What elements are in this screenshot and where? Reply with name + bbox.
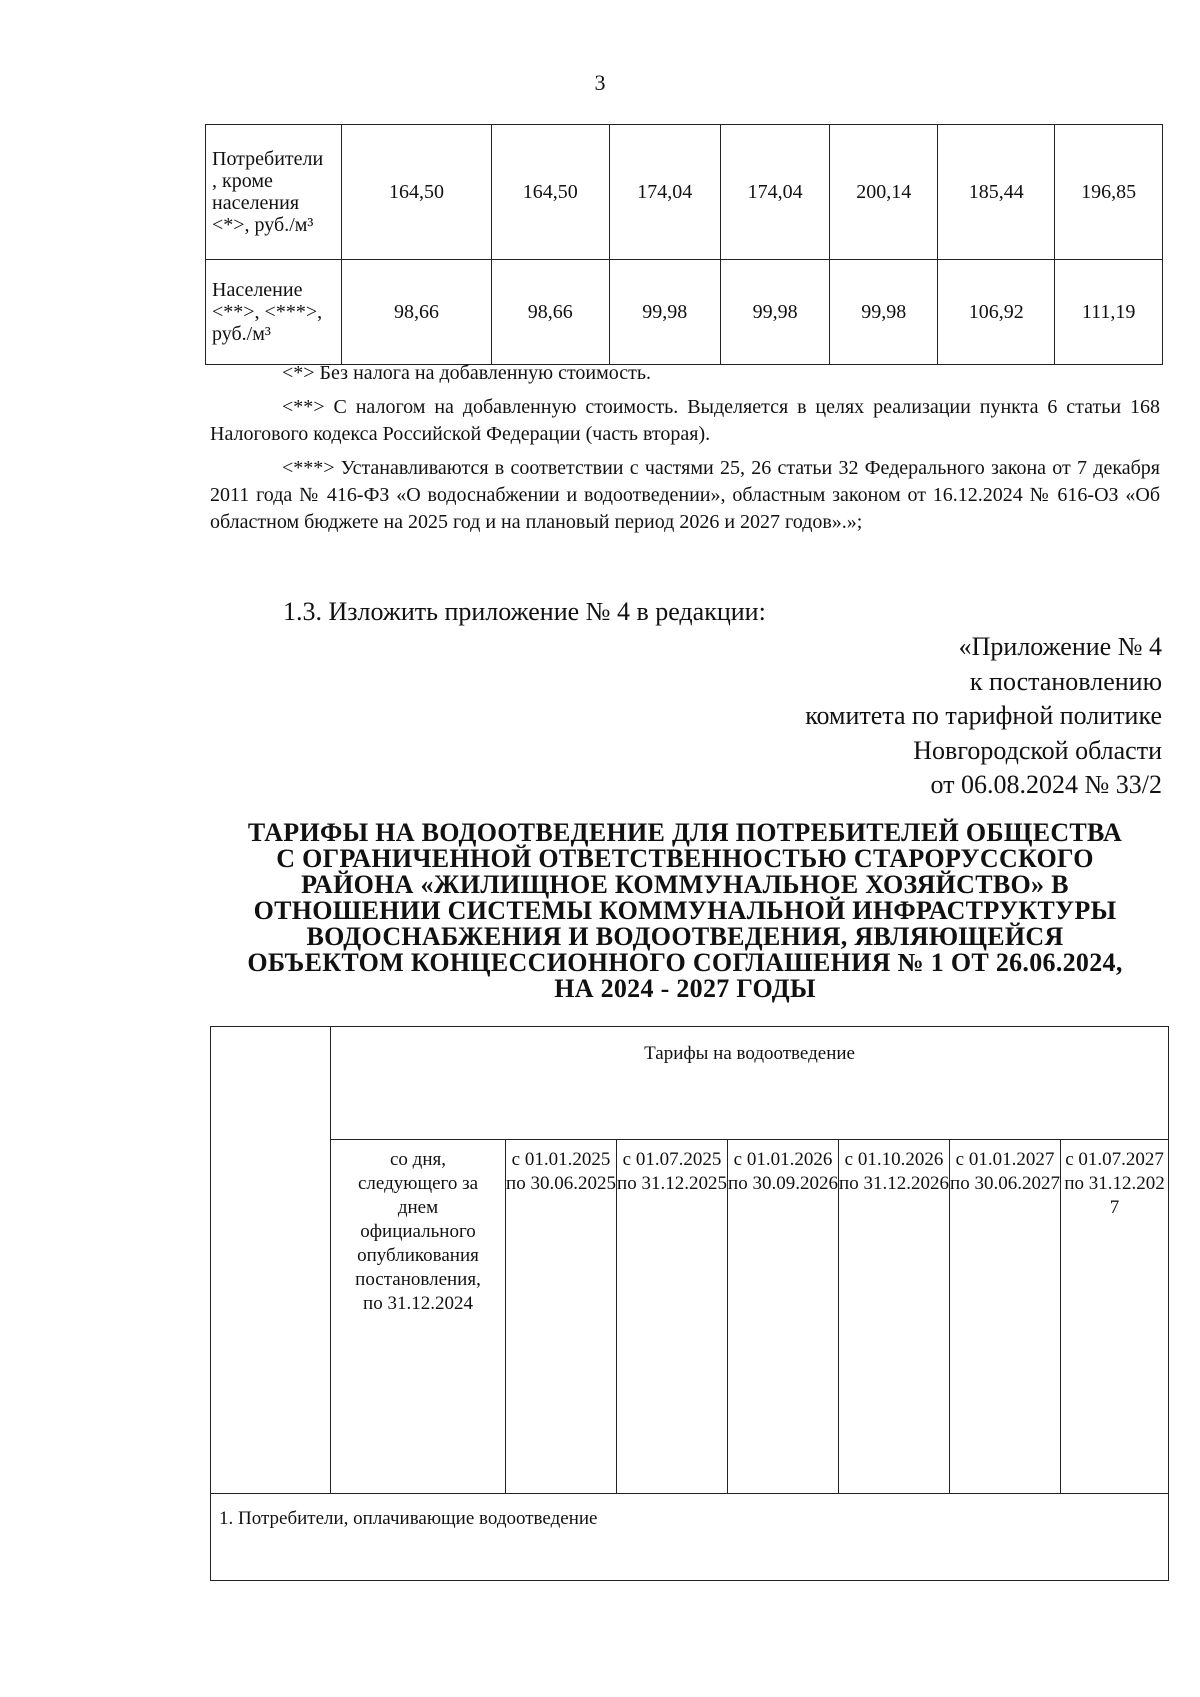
appendix-line: комитета по тарифной политике [805,701,1162,730]
table-cell: 174,04 [720,125,830,260]
table-row [206,125,1163,260]
table-cell: 99,98 [830,260,938,365]
group-header: Тарифы на водоотведение [331,1027,1169,1140]
period-header: с 01.01.2026 по 30.09.2026 [728,1140,839,1494]
title-line: ВОДОСНАБЖЕНИЯ И ВОДООТВЕДЕНИЯ, ЯВЛЯЮЩЕЙСЯ [306,922,1064,951]
page-number: 3 [594,70,606,95]
table-cell: 200,14 [830,125,938,260]
table-cell: 174,04 [609,125,720,260]
table-row [211,1140,1169,1494]
appendix-line: «Приложение № 4 [958,632,1162,661]
period-header: с 01.01.2025 по 30.06.2025 [506,1140,617,1494]
appendix-line: к постановлению [969,666,1162,696]
table-row [211,1494,1169,1581]
table-cell: 98,66 [342,260,491,365]
appendix-line: от 06.08.2024 № 33/2 [930,770,1162,799]
empty-corner-cell [211,1027,331,1494]
section-heading: 1.3. Изложить приложение № 4 в редакции: [283,597,766,626]
title-line: НА 2024 - 2027 ГОДЫ [554,974,816,1003]
appendix-line: Новгородской области [913,735,1162,765]
period-header: со дня, следующего за днем официального опубликования постановления, по 31.12.2024 [331,1140,506,1494]
section-row: 1. Потребители, оплачивающие водоотведение [211,1494,1169,1581]
title-line: С ОГРАНИЧЕННОЙ ОТВЕТСТВЕННОСТЬЮ СТАРОРУССКОГО [276,844,1094,873]
table-cell: 98,66 [491,260,609,365]
table-cell: 185,44 [938,125,1055,260]
title-line: РАЙОНА «ЖИЛИЩНОЕ КОММУНАЛЬНОЕ ХОЗЯЙСТВО» В [301,870,1069,899]
appendix-reference [462,630,1162,803]
title-line: ОБЪЕКТОМ КОНЦЕССИОННОГО СОГЛАШЕНИЯ № 1 ОТ 26.06.2024, [247,948,1123,977]
table-cell: 164,50 [491,125,609,260]
document-title [205,820,1165,1002]
tariff-values-table [205,124,1163,365]
table-row [211,1027,1169,1140]
table-cell: 196,85 [1055,125,1163,260]
row-label: Население <**>, <***>, руб./м³ [206,260,342,365]
table-cell: 99,98 [609,260,720,365]
period-header: с 01.07.2025 по 31.12.2025 [617,1140,728,1494]
table-row [206,260,1163,365]
footnote: <***> Устанавливаются в соответствии с частями 25, 26 статьи 32 Федерального закона от 7 декабря 2011 года № 416-ФЗ «О водоснабжении и водоотведении», областным законом от 16.12.2024 № 616-ОЗ «Об областном бюджете на 2025 год и на плановый период 2026 и 2027 годов».»; [210,457,1160,533]
period-header: с 01.07.2027 по 31.12.2027 [1061,1140,1169,1494]
title-line: ТАРИФЫ НА ВОДООТВЕДЕНИЕ ДЛЯ ПОТРЕБИТЕЛЕЙ ОБЩЕСТВА [247,818,1123,847]
footnote: <**> С налогом на добавленную стоимость. Выделяется в целях реализации пункта 6 статьи 168 Налогового кодекса Российской Федерации (часть вторая). [210,396,1160,445]
title-line: ОТНОШЕНИИ СИСТЕМЫ КОММУНАЛЬНОЙ ИНФРАСТРУКТУРЫ [253,896,1117,925]
table-cell: 111,19 [1055,260,1163,365]
table-cell: 164,50 [342,125,491,260]
tariff-periods-table [210,1026,1169,1581]
table-cell: 106,92 [938,260,1055,365]
period-header: с 01.01.2027 по 30.06.2027 [950,1140,1061,1494]
period-header: с 01.10.2026 по 31.12.2026 [839,1140,950,1494]
table-cell: 99,98 [720,260,830,365]
footnote: <*> Без налога на добавленную стоимость. [282,362,652,384]
footnotes [210,360,1160,543]
row-label: Потребители , кроме населения <*>, руб./м³ [206,125,342,260]
